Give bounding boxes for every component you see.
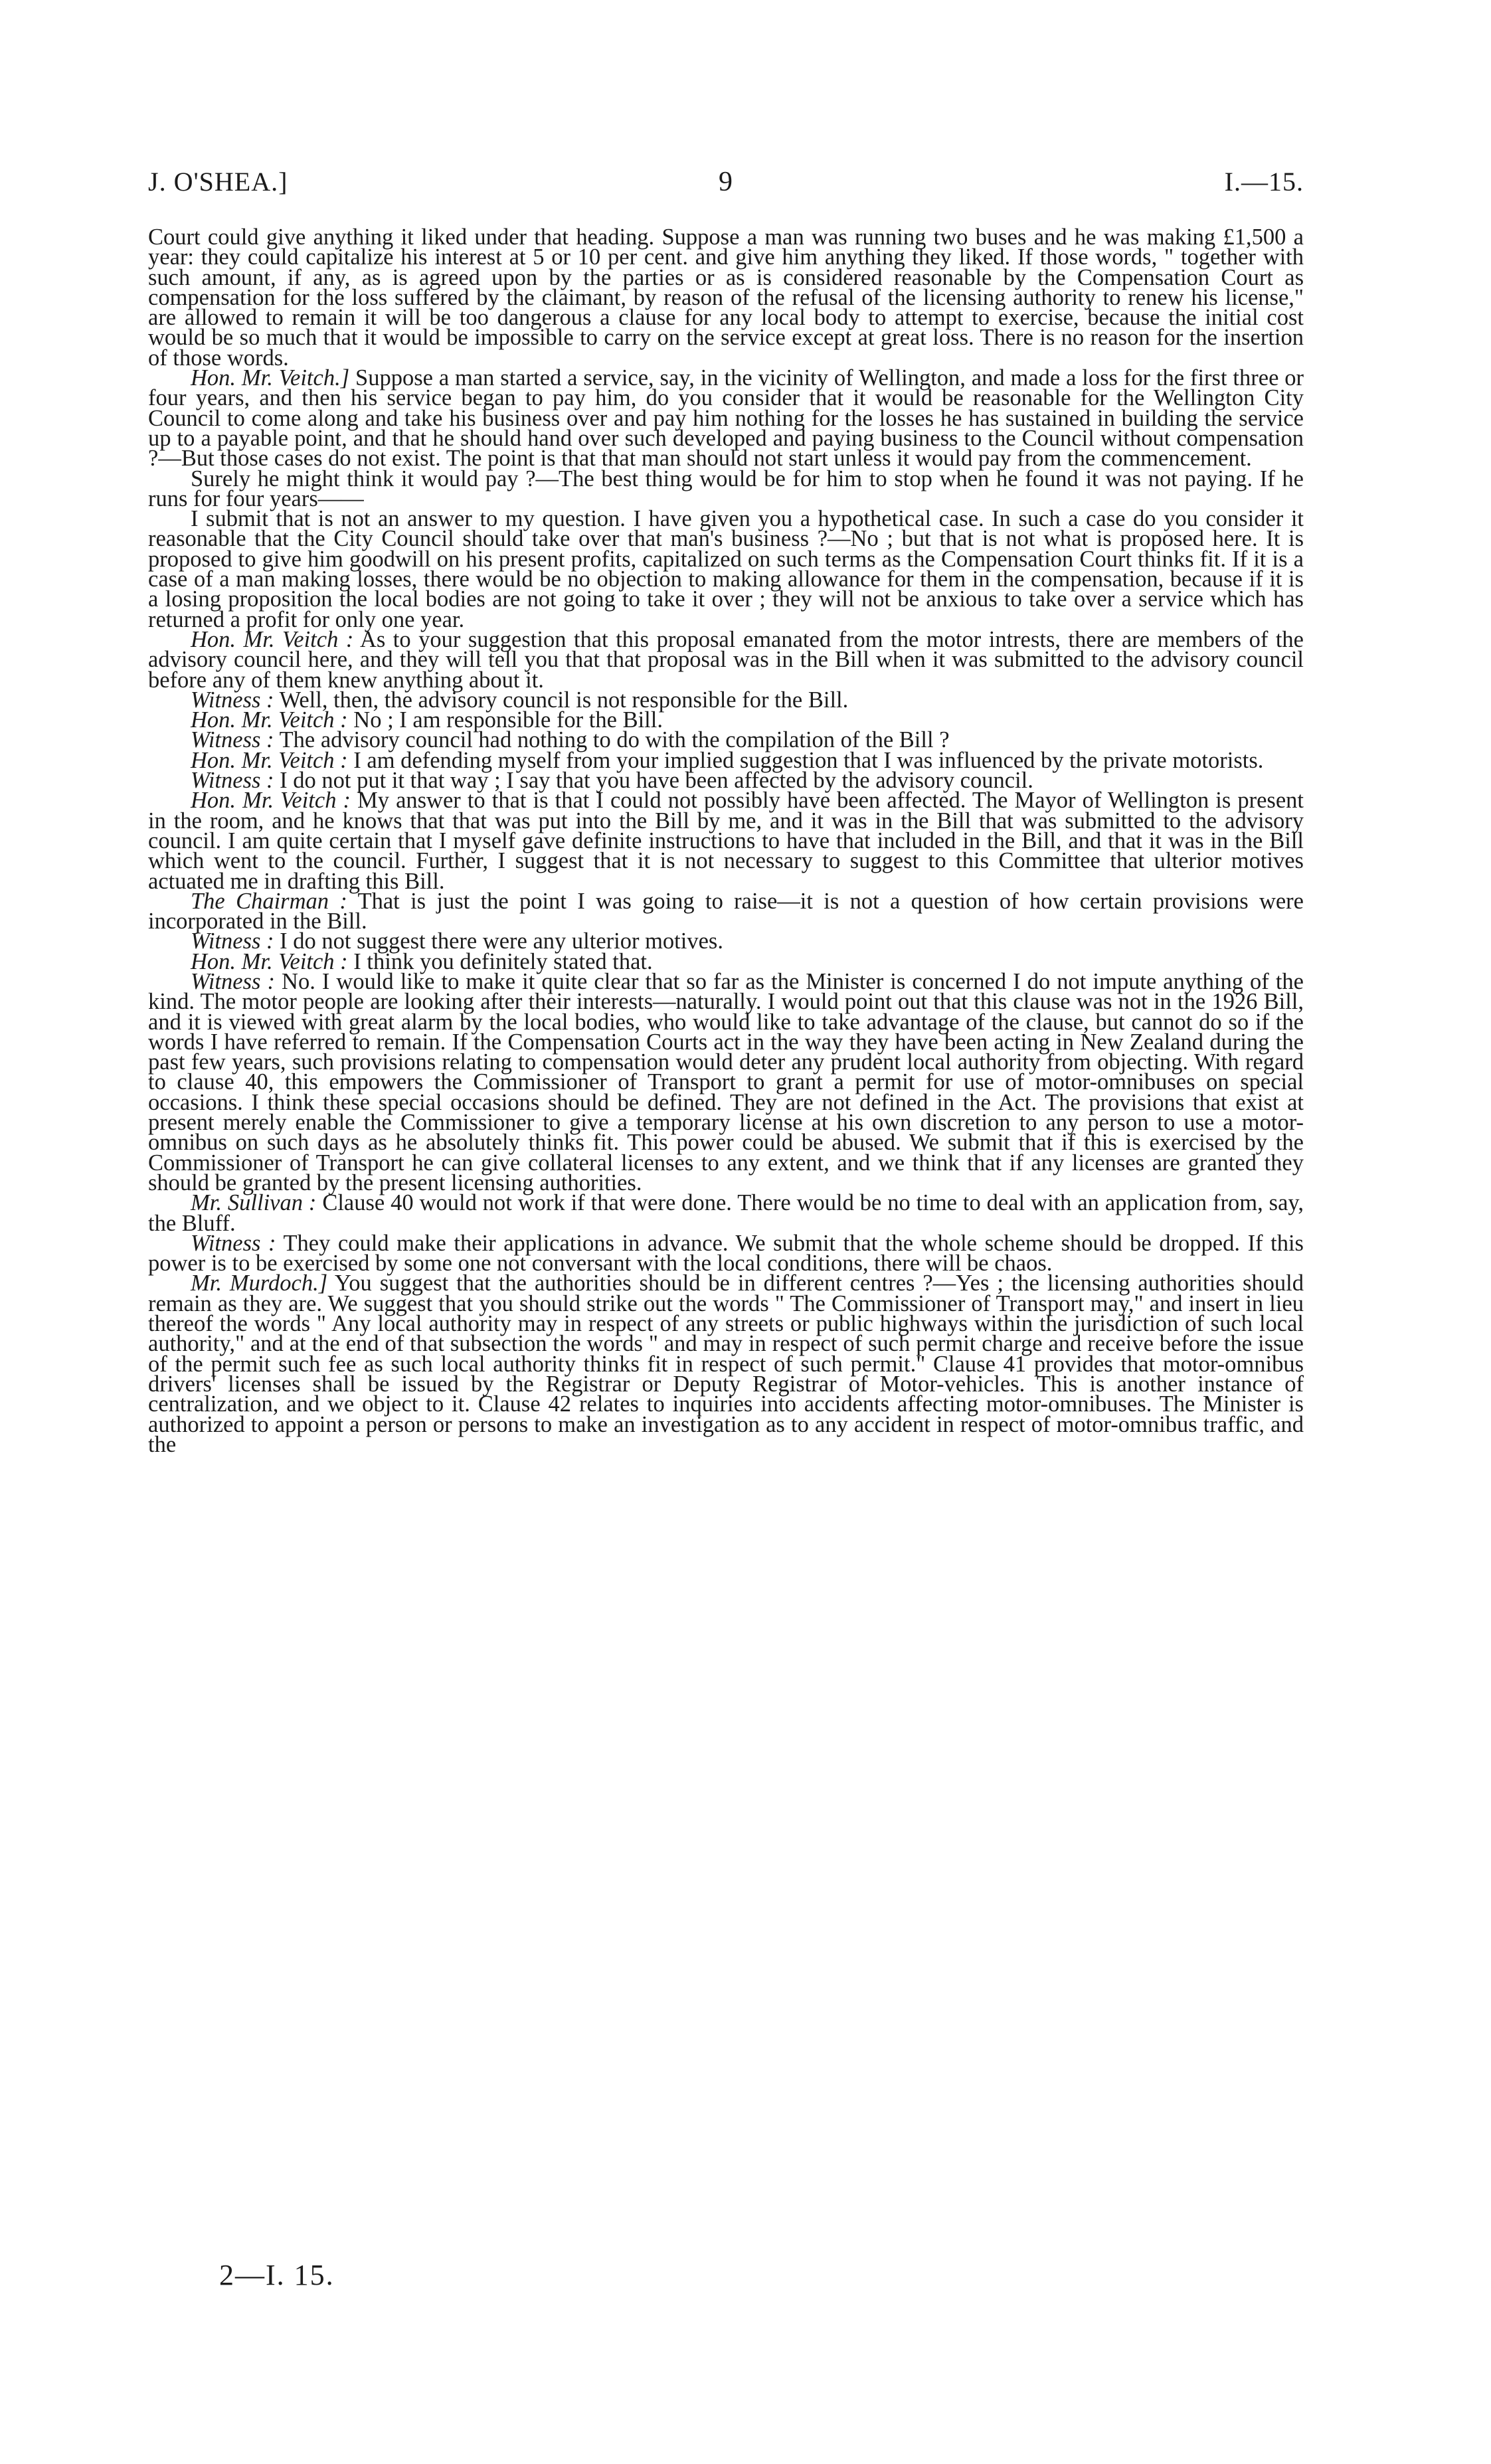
speaker: Mr. Murdoch.] bbox=[191, 1271, 328, 1296]
paragraph-text: The advisory council had nothing to do with the compilation of the Bill ? bbox=[279, 727, 950, 753]
paragraph bbox=[148, 888, 1304, 934]
paragraph-text: Surely he might think it would pay ?—The best thing would be for him to stop when he found it was not paying. If he runs for four years—— bbox=[148, 466, 1304, 511]
paragraph-text: I submit that is not an answer to my question. I have given you a hypothetical case. In such a case do you consider it reasonable that the City Council should take over that man's business ?—No ; but that is not what is proposed here. It is proposed to give him goodwill on his present profits, capitalized on such terms as the Compensation Court thinks fit. If it is a case of a man making losses, there would be no objection to making allowance for them in the compensation, because if it is a losing proposition the local bodies are not going to take it over ; they will not be anxious to take over a service which has returned a profit for only one year. bbox=[148, 506, 1304, 632]
paragraph-text: I think you definitely stated that. bbox=[353, 948, 653, 974]
page-header bbox=[148, 166, 1304, 206]
speaker: Witness : bbox=[191, 1230, 276, 1256]
document-body bbox=[148, 224, 1304, 1457]
speaker: Hon. Mr. Veitch : bbox=[191, 747, 348, 773]
paragraph-text: That is just the point I was going to raise—it is not a question of how certain provisions were incorporated in the Bill. bbox=[148, 888, 1304, 934]
page-number: 9 bbox=[719, 167, 733, 197]
paper-reference: I.—15. bbox=[1224, 167, 1304, 197]
paragraph-text: I am defending myself from your implied suggestion that I was influenced by the private motorists. bbox=[353, 747, 1264, 773]
speaker: Hon. Mr. Veitch : bbox=[191, 626, 354, 652]
speaker: Witness : bbox=[191, 687, 274, 713]
paragraph-text: You suggest that the authorities should be in different centres ?—Yes ; the licensing authorities should remain as they are. We suggest that you should strike out the words " The Commissioner of Transport may," and insert in lieu thereof the words " Any local authority may in respect of any streets or public highways within the jurisdiction of such local authority," and at the end of that subsection the words " and may in respect of such permit charge and receive before the issue of the permit such fee as such local authority thinks fit in respect of such permit." Clause 41 provides that motor-omnibus drivers' licenses shall be issued by the Registrar or Deputy Registrar of Motor-vehicles. This is another instance of centralization, and we object to it. Clause 42 relates to inquiries into accidents affecting motor-omnibuses. The Minister is authorized to appoint a person or persons to make an investigation as to any accident in respect of motor-omnibus traffic, and the bbox=[148, 1271, 1304, 1457]
speaker: Hon. Mr. Veitch : bbox=[191, 948, 348, 974]
paragraph bbox=[148, 224, 1304, 371]
paragraph bbox=[148, 788, 1304, 894]
speaker: Hon. Mr. Veitch.] bbox=[191, 365, 350, 391]
paragraph bbox=[148, 506, 1304, 632]
speaker: The Chairman : bbox=[191, 888, 347, 914]
paragraph bbox=[148, 1271, 1304, 1457]
signature-mark: 2—I. 15. bbox=[219, 2259, 335, 2291]
header-witness: J. O'SHEA.] bbox=[148, 167, 288, 197]
speaker: Witness : bbox=[191, 727, 274, 753]
speaker: Hon. Mr. Veitch : bbox=[191, 788, 351, 814]
paragraph-text: Court could give anything it liked under that heading. Suppose a man was running two buses and he was making £1,500 a year: they could capitalize his interest at 5 or 10 per cent. and give him anything they liked. If those words, " together with such amount, if any, as is agreed upon by the parties or as is considered reasonable by the Compensation Court as compensation for the loss suffered by the claimant, by reason of the refusal of the licensing authority to renew his license," are allowed to remain it will be too dangerous a clause for any local body to attempt to exercise, because the initial cost would be so much that it would be impossible to carry on the service except at great loss. There is no reason for the insertion of those words. bbox=[148, 224, 1304, 371]
speaker: Witness : bbox=[191, 968, 275, 994]
paragraph-text: I do not put it that way ; I say that you have been affected by the advisory council. bbox=[280, 768, 1033, 794]
speaker: Witness : bbox=[191, 928, 274, 954]
speaker: Mr. Sullivan : bbox=[191, 1190, 317, 1216]
paragraph-text: As to your suggestion that this proposal emanated from the motor intrests, there are members of the advisory council here, and they will tell you that that proposal was in the Bill when it was submitted to the advisory council before any of them knew anything about it. bbox=[148, 626, 1304, 693]
paragraph bbox=[148, 1190, 1304, 1236]
speaker: Witness : bbox=[191, 768, 274, 794]
paragraph-text: They could make their applications in advance. We submit that the whole scheme should be dropped. If this power is to be exercised by some one not conversant with the local conditions, there will be chaos. bbox=[148, 1230, 1304, 1276]
paragraph-text: No. I would like to make it quite clear that so far as the Minister is concerned I do not impute anything of the kind. The motor people are looking after their interests—naturally. I would point out that this clause was not in the 1926 Bill, and it is viewed with great alarm by the local bodies, who would like to take advantage of the clause, but cannot do so if the words I have referred to remain. If the Compensation Courts act in the way they have been acting in New Zealand during the past few years, such provisions relating to compensation would deter any prudent local authority from objecting. With regard to clause 40, this empowers the Commissioner of Transport to grant a permit for use of motor-omnibuses on special occasions. I think these special occasions should be defined. They are not defined in the Act. The provisions that exist at present merely enable the Commissioner to give a temporary license at his own discretion to any person to use a motor-omnibus on such days as he absolutely thinks fit. This power could be abused. We submit that if this is exercised by the Commissioner of Transport he can give collateral licenses to any extent, and we think that if any licenses are granted they should be granted by the present licensing authorities. bbox=[148, 968, 1304, 1195]
paragraph bbox=[148, 466, 1304, 511]
paragraph bbox=[148, 968, 1304, 1195]
paragraph-text: Well, then, the advisory council is not responsible for the Bill. bbox=[279, 687, 849, 713]
paragraph-text: My answer to that is that I could not possibly have been affected. The Mayor of Wellington is present in the room, and he knows that that was put into the Bill by me, and it was in the Bill that was submitted to the advisory council. I am quite certain that I myself gave definite instructions to have that included in the Bill, and that it was in the Bill which went to the council. Further, I suggest that it is not necessary to suggest to this Committee that ulterior motives actuated me in drafting this Bill. bbox=[148, 788, 1304, 894]
paragraph bbox=[148, 1230, 1304, 1276]
paragraph bbox=[148, 626, 1304, 693]
paragraph-text: Clause 40 would not work if that were done. There would be no time to deal with an application from, say, the Bluff. bbox=[148, 1190, 1304, 1236]
paragraph bbox=[148, 365, 1304, 472]
paragraph-text: No ; I am responsible for the Bill. bbox=[353, 707, 663, 733]
paragraph-text: I do not suggest there were any ulterior motives. bbox=[280, 928, 723, 954]
paragraph-text: Suppose a man started a service, say, in the vicinity of Wellington, and made a loss for the first three or four years, and then his service began to pay him, do you consider that it would be reasonable for the Wellington City Council to come along and take his business over and pay him nothing for the losses he has sustained in building the service up to a payable point, and that he should hand over such developed and paying business to the Council without compensation ?—But those cases do not exist. The point is that that man should not start unless it would pay from the commencement. bbox=[148, 365, 1304, 472]
speaker: Hon. Mr. Veitch : bbox=[191, 707, 348, 733]
